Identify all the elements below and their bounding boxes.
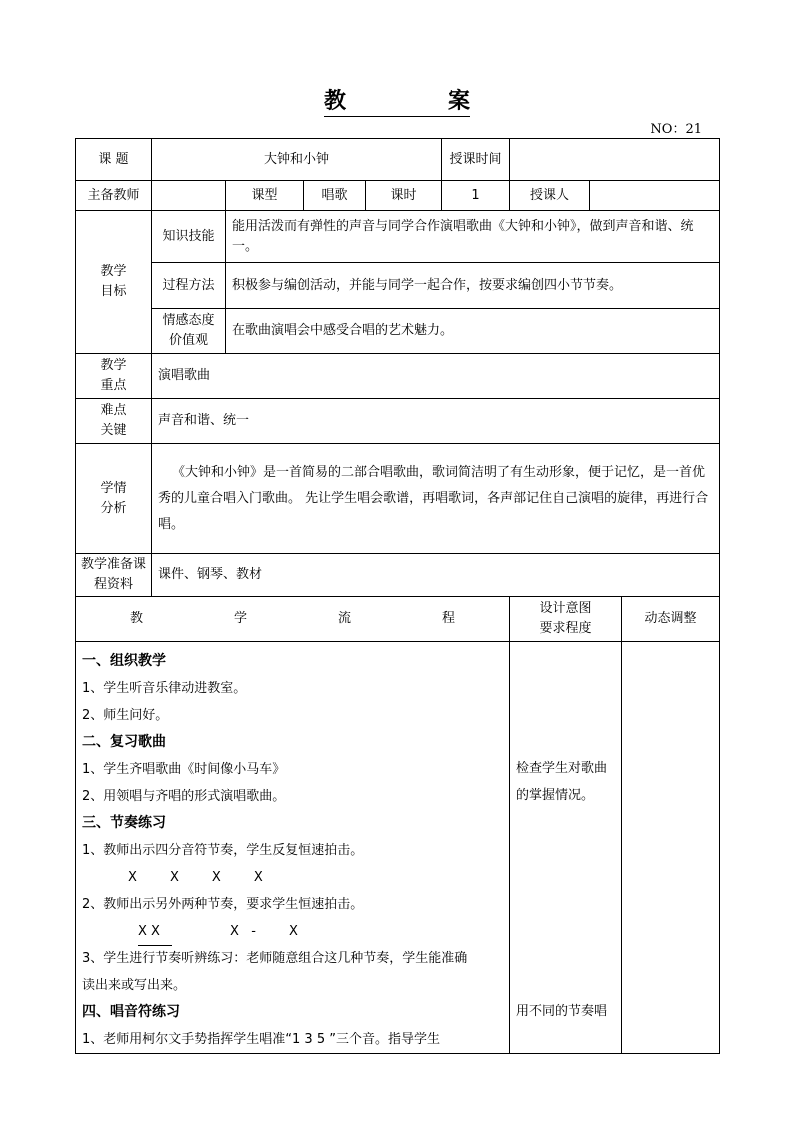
design-note: 的掌握情况。	[516, 788, 595, 803]
key-points-label: 教学重点	[76, 354, 152, 399]
teacher-value	[152, 181, 226, 211]
process-line: 读出来或写出来。	[82, 978, 187, 993]
design-note: 检查学生对歌曲	[516, 761, 608, 776]
time-value	[510, 139, 720, 181]
rhythm-pattern: X X X X	[128, 870, 263, 885]
key-points-text: 演唱歌曲	[152, 354, 720, 399]
process-header-char: 流	[338, 611, 352, 626]
adjust-header: 动态调整	[622, 597, 720, 642]
hours-value: 1	[442, 181, 510, 211]
prep-label: 教学准备课程资料	[76, 554, 152, 597]
analysis-text: 《大钟和小钟》是一首简易的二部合唱歌曲，歌词简洁明了有生动形象，便于记忆，是一首优秀的儿童合唱入门歌曲。 先让学生唱会歌谱，再唱歌词，各声部记住自己演唱的旋律，再进行合唱。	[152, 444, 720, 554]
section-title: 三、节奏练习	[82, 815, 166, 831]
difficulties-label: 难点关键	[76, 399, 152, 444]
process-line: 1、学生听音乐律动进教室。	[82, 681, 247, 696]
process-line: 3、学生进行节奏听辨练习：老师随意组合这几种节奏，学生能准确	[82, 951, 468, 966]
goal-label-emotion: 情感态度价值观	[152, 309, 226, 354]
adjust-content	[622, 642, 720, 1054]
type-label: 课型	[226, 181, 304, 211]
time-label: 授课时间	[442, 139, 510, 181]
lecturer-label: 授课人	[510, 181, 590, 211]
rhythm-pattern-2: X X X - X	[82, 918, 503, 945]
course-value: 大钟和小钟	[152, 139, 442, 181]
difficulties-text: 声音和谐、统一	[152, 399, 720, 444]
process-header-char: 教	[130, 611, 144, 626]
goals-label: 教学目标	[76, 211, 152, 354]
goal-text-emotion: 在歌曲演唱会中感受合唱的艺术魅力。	[226, 309, 720, 354]
analysis-label: 学情分析	[76, 444, 152, 554]
hours-label: 课时	[366, 181, 442, 211]
section-title: 二、复习歌曲	[82, 734, 166, 750]
goal-text-process: 积极参与编创活动，并能与同学一起合作，按要求编创四小节节奏。	[226, 263, 720, 309]
process-line: 1、学生齐唱歌曲《时间像小马车》	[82, 762, 286, 777]
goal-label-knowledge: 知识技能	[152, 211, 226, 263]
process-line: 2、师生问好。	[82, 708, 169, 723]
type-value: 唱歌	[304, 181, 366, 211]
section-title: 四、唱音符练习	[82, 1004, 180, 1020]
process-header	[76, 597, 510, 642]
teacher-label: 主备教师	[76, 181, 152, 211]
process-header-char: 学	[234, 611, 248, 626]
prep-text: 课件、钢琴、教材	[152, 554, 720, 597]
design-notes	[510, 642, 622, 1054]
process-line: 1、教师出示四分音符节奏，学生反复恒速拍击。	[82, 843, 364, 858]
document-title: 教案	[0, 84, 794, 117]
process-line: 2、用领唱与齐唱的形式演唱歌曲。	[82, 789, 286, 804]
lecturer-value	[590, 181, 720, 211]
lesson-plan-table	[75, 138, 720, 1054]
process-line: 1、老师用柯尔文手势指挥学生唱准“1 3 5 ”三个音。指导学生	[82, 1032, 440, 1047]
process-header-char: 程	[442, 611, 456, 626]
goal-label-process: 过程方法	[152, 263, 226, 309]
section-title: 一、组织教学	[82, 653, 166, 669]
process-content	[76, 642, 510, 1054]
design-note: 用不同的节奏唱	[516, 1004, 608, 1019]
process-line: 2、教师出示另外两种节奏，要求学生恒速拍击。	[82, 897, 364, 912]
design-header: 设计意图要求程度	[510, 597, 622, 642]
goal-text-knowledge: 能用活泼而有弹性的声音与同学合作演唱歌曲《大钟和小钟》，做到声音和谐、统一。	[226, 211, 720, 263]
document-number: NO：21	[650, 122, 702, 137]
course-label: 课 题	[76, 139, 152, 181]
